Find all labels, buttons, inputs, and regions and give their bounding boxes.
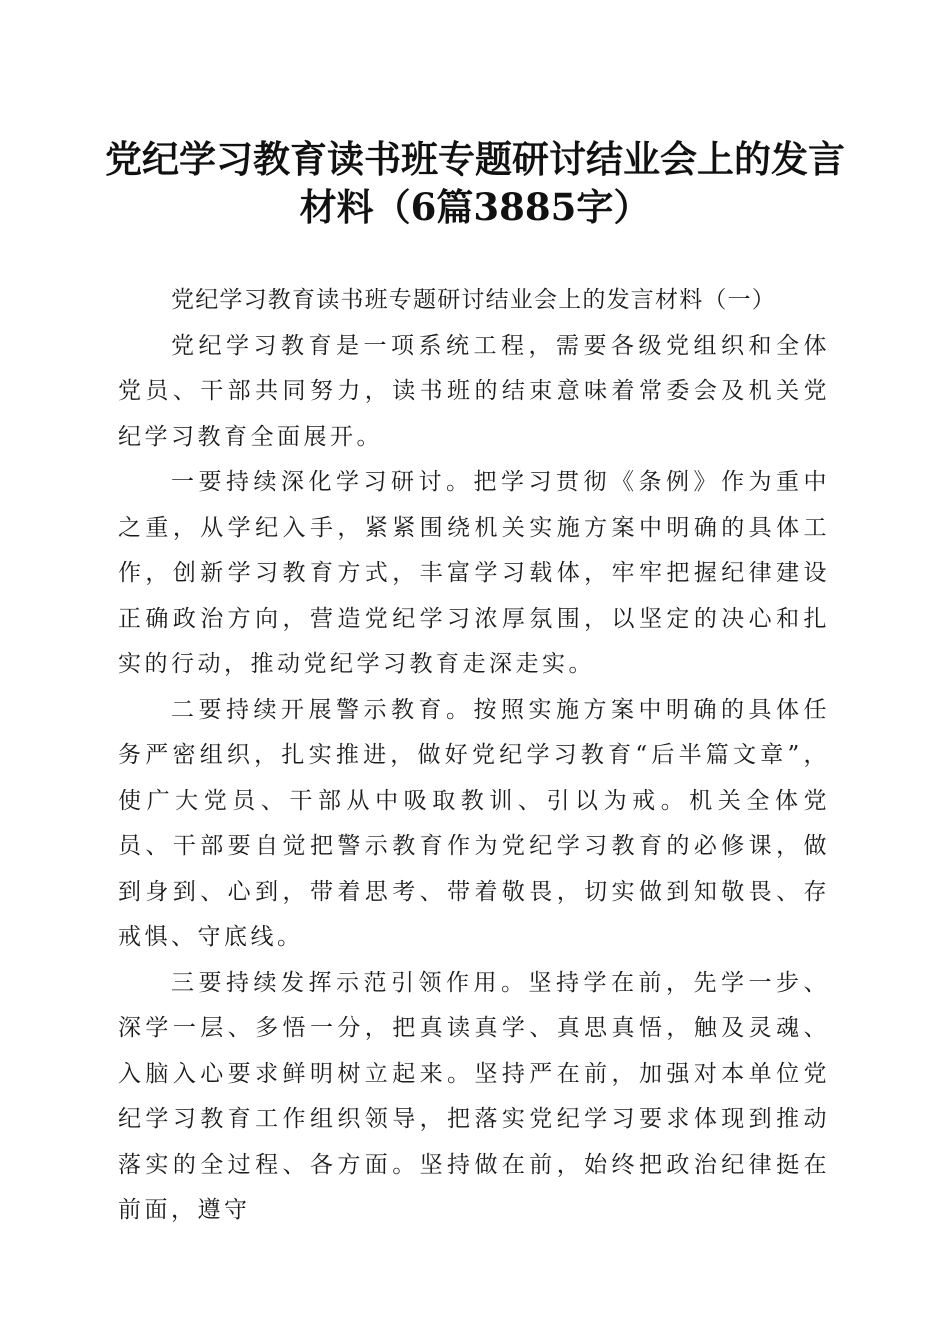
paragraph-point-1: 一要持续深化学习研讨。把学习贯彻《条例》作为重中之重，从学纪入手，紧紧围绕机关实施方案中明确的具体工作，创新学习教育方式，丰富学习载体，牢牢把握纪律建设正确政治方向，营造党纪学习浓厚氛围，以坚定的决心和扎实的行动，推动党纪学习教育走深走实。 — [118, 469, 830, 677]
title-line-2: 材料（6篇3885字） — [299, 185, 651, 229]
paragraph-intro: 党纪学习教育是一项系统工程，需要各级党组织和全体党员、干部共同努力，读书班的结束意味着常委会及机关党纪学习教育全面展开。 — [118, 332, 830, 450]
section-heading: 党纪学习教育读书班专题研讨结业会上的发言材料（一） — [171, 287, 776, 313]
paragraph-point-3: 三要持续发挥示范引领作用。坚持学在前，先学一步、深学一层、多悟一分，把真读真学、真思真悟，触及灵魂、入脑入心要求鲜明树立起来。坚持严在前，加强对本单位党纪学习教育工作组织领导，把落实党纪学习要求体现到推动落实的全过程、各方面。坚持做在前，始终把政治纪律挺在前面，遵守 — [118, 969, 830, 1223]
document-body — [118, 278, 830, 1234]
title-line-1: 党纪学习教育读书班专题研讨结业会上的发言 — [105, 137, 845, 181]
paragraph-point-2: 二要持续开展警示教育。按照实施方案中明确的具体任务严密组织，扎实推进，做好党纪学习教育“后半篇文章”，使广大党员、干部从中吸取教训、引以为戒。机关全体党员、干部要自觉把警示教育作为党纪学习教育的必修课，做到身到、心到，带着思考、带着敬畏，切实做到知敬畏、存戒惧、守底线。 — [118, 696, 830, 950]
document-title — [100, 135, 850, 231]
